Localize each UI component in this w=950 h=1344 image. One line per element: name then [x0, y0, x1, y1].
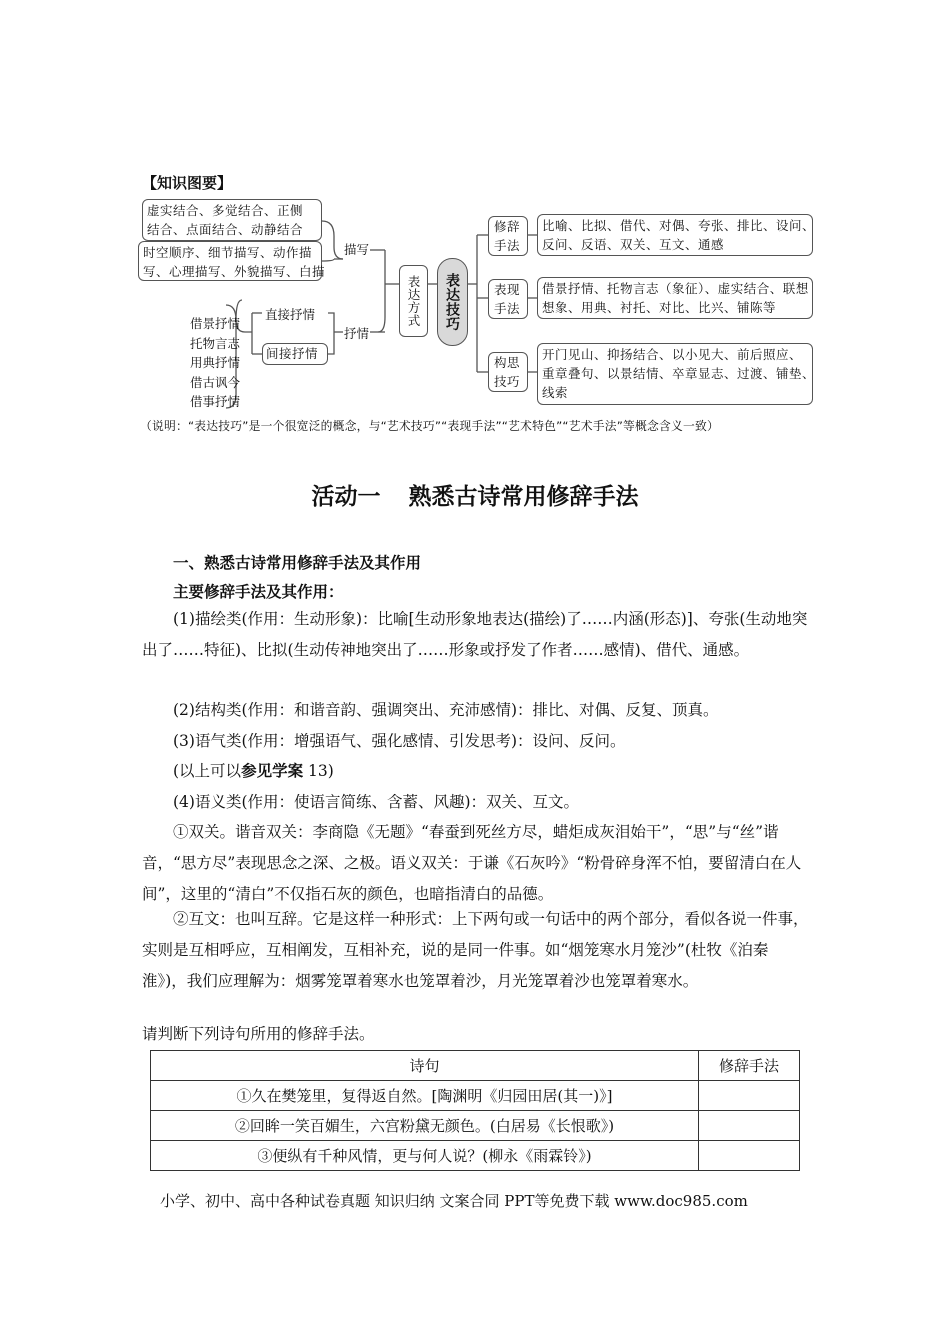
rhetoric-line: 比喻、比拟、借代、对偶、夸张、排比、设问、: [542, 218, 816, 233]
center-node: 表达技巧: [437, 258, 468, 346]
page-footer: 小学、初中、高中各种试卷真题 知识归纳 文案合同 PPT等免费下载 www.doc985.com: [160, 1192, 748, 1210]
expression-line: 借景抒情、托物言志（象征）、虚实结合、联想: [542, 281, 809, 296]
paragraph-semantic: (4)语义类(作用：使语言简练、含蓄、风趣)：双关、互文。: [173, 793, 580, 811]
paragraph-tone: (3)语气类(作用：增强语气、强化感情、引发思考)：设问、反问。: [173, 732, 626, 750]
describe-line-1: 时空顺序、细节描写、动作描: [143, 245, 313, 260]
ref-link: 参见学案: [241, 762, 304, 780]
ref-post: 13): [303, 762, 334, 780]
structure-line: 线索: [542, 385, 569, 400]
title-activity: 活动一: [311, 484, 381, 510]
label-describe: 描写: [344, 242, 370, 257]
header-technique: 修辞手法: [699, 1051, 800, 1081]
title-topic: 熟悉古诗常用修辞手法: [408, 484, 639, 510]
table-row: [151, 1081, 800, 1111]
table-row: [151, 1141, 800, 1171]
expression-content: [537, 277, 813, 319]
answer-cell[interactable]: [699, 1141, 800, 1171]
label-indirect: [262, 343, 328, 365]
lyric-item: 用典抒情: [190, 355, 241, 370]
answer-cell[interactable]: [699, 1081, 800, 1111]
map-note: （说明：“表达技巧”是一个很宽泛的概念，与“艺术技巧”“表现手法”“艺术特色”“艺术手法”等概念含义一致）: [140, 419, 719, 433]
poem-cell: ②回眸一笑百媚生，六宫粉黛无颜色。(白居易《长恨歌》): [151, 1111, 699, 1141]
rhetoric-line: 反问、反语、双关、互文、通感: [542, 237, 725, 252]
label-direct: 直接抒情: [265, 307, 316, 322]
paragraph-intertext: ②互文：也叫互辞。它是这样一种形式：上下两句或一句话中的两个部分，看似各说一件事，实则是互相呼应，互相阐发，互相补充，说的是同一件事。如“烟笼寒水月笼沙”(杜牧《泊秦淮》)，我们应理解为：烟雾笼罩着寒水也笼罩着沙，月光笼罩着沙也笼罩着寒水。: [142, 910, 809, 990]
map-heading: 【知识图要】: [142, 174, 233, 192]
paragraph-structure: (2)结构类(作用：和谐音韵、强调突出、充沛感情)：排比、对偶、反复、顶真。: [173, 701, 719, 719]
paragraph-describe: (1)描绘类(作用：生动形象)：比喻[生动形象地表达(描绘)了……内涵(形态)]、夸张(生动地突出了……特征)、比拟(生动传神地突出了……形象或抒发了作者……感情)、借代、通感。: [142, 610, 808, 659]
page-title: [0, 478, 950, 511]
rhetoric-content: [537, 214, 816, 256]
describe-line-2: 写、心理描写、外貌描写、白描: [143, 264, 326, 279]
paragraph-reference: [142, 756, 810, 787]
technique-box-describe: [138, 241, 326, 281]
lyric-item: 托物言志: [190, 335, 241, 351]
technique-box-combine: [142, 199, 322, 241]
indirect-text: 间接抒情: [266, 346, 319, 361]
structure-line: 开门见山、抑扬结合、以小见大、前后照应、: [542, 347, 803, 362]
question-prompt: 请判断下列诗句所用的修辞手法。: [142, 1025, 375, 1043]
combine-line-2: 结合、点面结合、动静结合: [147, 222, 304, 237]
subsection-heading: 主要修辞手法及其作用：: [173, 583, 344, 601]
lyric-list: [190, 314, 240, 412]
poem-cell: ③便纵有千种风情，更与何人说？(柳永《雨霖铃》): [151, 1141, 699, 1171]
table-row: [151, 1111, 800, 1141]
section-heading: 一、熟悉古诗常用修辞手法及其作用: [173, 554, 422, 572]
structure-line: 重章叠句、以景结情、卒章显志、过渡、铺垫、: [542, 366, 816, 381]
structure-content: [537, 343, 816, 405]
answer-cell[interactable]: [699, 1111, 800, 1141]
header-poem: 诗句: [151, 1051, 699, 1081]
branch-structure: [488, 352, 528, 392]
branch-rhetoric: [488, 216, 528, 256]
method-box: 表达方式: [399, 265, 428, 337]
lyric-item: 借景抒情: [190, 316, 241, 331]
lyric-item: 借事抒情: [190, 394, 241, 409]
label-lyric: 抒情: [344, 326, 370, 341]
poem-cell: ①久在樊笼里，复得返自然。[陶渊明《归园田居(其一)》]: [151, 1081, 699, 1111]
lyric-item: 借古讽今: [190, 374, 241, 390]
ref-pre: (以上可以: [173, 762, 242, 780]
table-header-row: [151, 1051, 800, 1081]
poem-table: [150, 1050, 800, 1171]
branch-expression: [488, 279, 528, 319]
combine-line-1: 虚实结合、多觉结合、正侧: [147, 203, 304, 218]
rhetoric-text: 修辞手法: [493, 219, 520, 253]
paragraph-pun: ①双关。谐音双关：李商隐《无题》“春蚕到死丝方尽，蜡炬成灰泪始干”，“思”与“丝”谐音，“思方尽”表现思念之深、之极。语义双关：于谦《石灰吟》“粉骨碎身浑不怕，要留清白在人间”，这里的“清白”不仅指石灰的颜色，也暗指清白的品德。: [142, 823, 802, 903]
expression-line: 想象、用典、衬托、对比、比兴、铺陈等: [542, 300, 777, 315]
expression-text: 表现手法: [493, 282, 520, 316]
structure-text: 构思技巧: [493, 355, 520, 389]
